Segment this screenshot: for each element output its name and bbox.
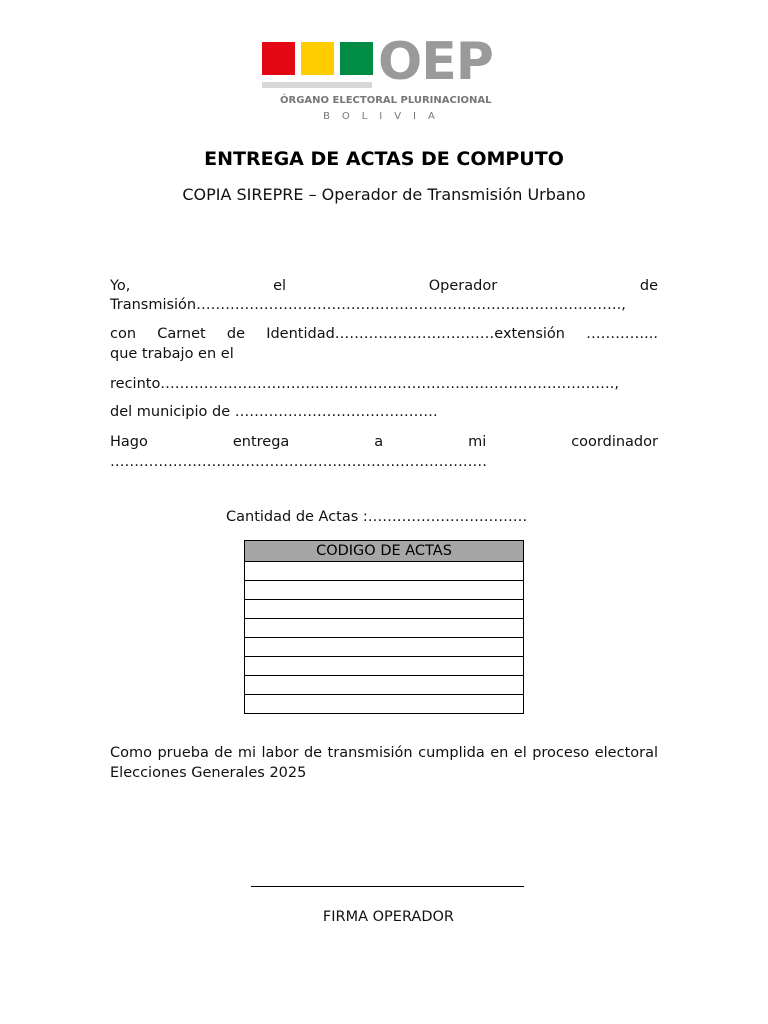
form-word: …………...	[586, 326, 658, 342]
table-row	[245, 600, 524, 619]
form-word: de	[226, 326, 246, 342]
form-word: Identidad……………………………extensión	[266, 326, 565, 342]
table-cell	[245, 600, 524, 619]
table-row	[245, 695, 524, 714]
table-header-codigo: CODIGO DE ACTAS	[245, 541, 524, 562]
table-cell	[245, 657, 524, 676]
form-line-7	[110, 432, 658, 452]
logo-green-square	[340, 42, 373, 75]
table-row	[245, 619, 524, 638]
table-cell	[245, 562, 524, 581]
logo-gray-bar	[262, 82, 372, 88]
table-cell	[245, 676, 524, 695]
table-row	[245, 638, 524, 657]
table-cell	[245, 619, 524, 638]
form-word: Hago	[110, 434, 148, 450]
form-word: de	[639, 278, 658, 294]
oep-logo	[262, 32, 512, 128]
table-cell	[245, 581, 524, 600]
table-cell	[245, 638, 524, 657]
form-line-5: recinto………………………………………………………………………………….,	[110, 376, 620, 392]
form-word: Yo,	[110, 278, 131, 294]
form-word: coordinador	[571, 434, 658, 450]
closing-paragraph: Como prueba de mi labor de transmisión cumplida en el proceso electoral Elecciones Generales 2025	[110, 745, 658, 781]
table-cell	[245, 695, 524, 714]
form-line-1	[110, 276, 658, 296]
actas-table	[244, 540, 524, 714]
form-word: el	[273, 278, 287, 294]
logo-organization-name: ÓRGANO ELECTORAL PLURINACIONAL	[280, 95, 492, 106]
form-word: entrega	[232, 434, 290, 450]
form-line-3	[110, 324, 658, 344]
logo-color-squares	[262, 42, 374, 77]
logo-yellow-square	[301, 42, 334, 75]
form-word: mi	[468, 434, 487, 450]
form-line-6: del municipio de ……………………………………	[110, 404, 438, 420]
form-word: Operador	[428, 278, 498, 294]
form-word: a	[374, 434, 384, 450]
signature-label: FIRMA OPERADOR	[322, 909, 454, 925]
form-line-4: que trabajo en el	[110, 346, 234, 362]
logo-acronym: OEP	[378, 32, 493, 92]
signature-line	[251, 886, 524, 887]
table-row	[245, 676, 524, 695]
table-row	[245, 657, 524, 676]
form-word: Carnet	[157, 326, 206, 342]
document-subtitle: COPIA SIREPRE – Operador de Transmisión Urbano	[182, 185, 586, 204]
logo-country: BOLIVIA	[323, 111, 447, 122]
table-row	[245, 581, 524, 600]
form-word: con	[110, 326, 137, 342]
form-line-8: ……………………………………………………………………	[110, 454, 487, 470]
table-body	[245, 562, 524, 714]
table-row	[245, 562, 524, 581]
logo-red-square	[262, 42, 295, 75]
table-header-row	[245, 541, 524, 562]
cantidad-actas-field: Cantidad de Actas :……………………………	[226, 509, 528, 525]
document-title: ENTREGA DE ACTAS DE COMPUTO	[204, 148, 564, 170]
form-line-2: Transmisión…………………………………………………………………………….,	[110, 297, 626, 313]
